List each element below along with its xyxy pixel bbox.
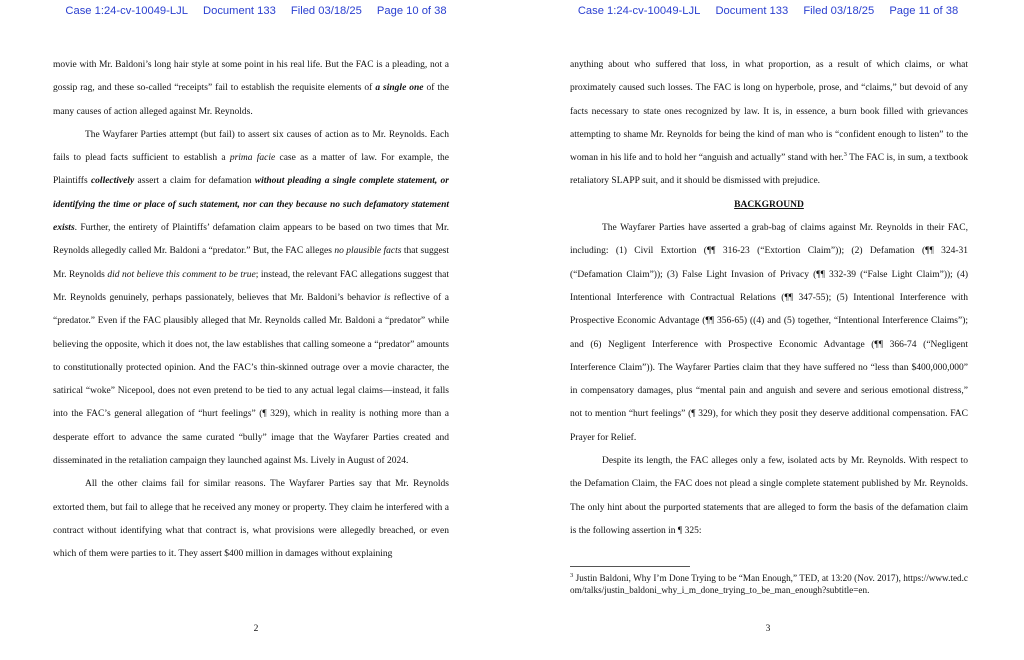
page-body: [53, 54, 449, 567]
paragraph: The Wayfarer Parties attempt (but fail) to assert six causes of action as to Mr. Reynolds. Each fails to plead facts sufficient to establish a prima facie case as a matter of law. For example, the Plaintiffs collectively assert a claim for defamation without pleading a single complete statement, or identifying the time or place of such statement, nor can they because no such defamatory statement exists. Further, the entirety of Plaintiffs’ defamation claim appears to be based on two times that Mr. Reynolds allegedly called Mr. Baldoni a “predator.” But, the FAC alleges no plausible facts that suggest Mr. Reynolds did not believe this comment to be true; instead, the relevant FAC allegations suggest that Mr. Reynolds genuinely, perhaps passionately, believes that Mr. Baldoni’s behavior is reflective of a “predator.” Even if the FAC plausibly alleged that Mr. Reynolds called Mr. Baldoni a “predator” while believing the opposite, which it does not, the law establishes that calling someone a “predator” amounts to constitutionally protected opinion. And the FAC’s thin-skinned outrage over a movie character, the satirical “woke” Nicepool, does not even pretend to be tied to any actual legal claims—instead, it falls into the FAC’s general allegation of “hurt feelings” (¶ 329), which in reality is nothing more than a desperate effort to advance the same curated “bully” image that the Wayfarer Parties created and disseminated in the retaliation campaign they launched against Ms. Lively in August of 2024.: [53, 129, 450, 467]
footnote-reference: 3: [843, 151, 847, 159]
section-heading: BACKGROUND: [734, 199, 804, 210]
paragraph: anything about who suffered that loss, in what proportion, as a result of which claims, or what proximately caused such losses. The FAC is long on hyperbole, prose, and “claims,” but devoid of any facts necessary to state ones recognized by law. It is, in essence, a burn book filled with grievances attempting to shame Mr. Reynolds for being the kind of man who is “confident enough to listen” to the woman in his life and to hold her “anguish and actually” stand with her.$^3$ The FAC is, in sum, a textbook retaliatory SLAPP suit, and it should be dismissed with prejudice.: [570, 60, 968, 187]
case-number: Case 1:24-cv-10049-LJL: [577, 5, 701, 17]
page-body: [570, 54, 968, 543]
case-number: Case 1:24-cv-10049-LJL: [65, 5, 188, 17]
filed-date: Filed 03/18/25: [290, 5, 362, 17]
footnote-divider: [570, 566, 690, 567]
document-number: Document 133: [203, 5, 276, 17]
paragraph: Despite its length, the FAC alleges only a few, isolated acts by Mr. Reynolds. With respect to the Defamation Claim, the FAC does not plead a single complete statement published by Mr. Reynolds. The only hint about the purported statements that are alleged to form the basis of the defamation claim is the following assertion in ¶ 325:: [570, 456, 968, 536]
footnote: $^3$ Justin Baldoni, Why I’m Done Trying to be “Man Enough,” TED, at 13:20 (Nov. 2017), https://www.ted.com/talks/justin_baldoni_why_i_m_done_trying_to_be_man_enough?subtitle=en.: [570, 571, 968, 596]
paragraph: All the other claims fail for similar reasons. The Wayfarer Parties say that Mr. Reynolds extorted them, but fail to allege that he received any money or property. They claim he interfered with a contract without identifying what that contract is, what provisions were allegedly breached, or even which of them were parties to it. They assert $400 million in damages without explaining: [53, 479, 449, 560]
page-header: [0, 5, 512, 17]
page-of: Page 11 of 38: [889, 5, 959, 17]
page-number: 2: [253, 624, 259, 634]
document-number: Document 133: [715, 5, 789, 17]
paragraph: The Wayfarer Parties have asserted a grab-bag of claims against Mr. Reynolds in their FAC, including: (1) Civil Extortion (¶¶ 316-23 (“Extortion Claim”)); (2) Defamation (¶¶ 324-31 (“Defamation Claim”)); (3) False Light Invasion of Privacy (¶¶ 332-39 (“False Light Claim”)); (4) Intentional Interference with Contractual Relations (¶¶ 347-55); (5) Intentional Interference with Prospective Economic Advantage (¶¶ 356-65) ((4) and (5) together, “Intentional Interference Claims”); and (6) Negligent Interference with Prospective Economic Advantage (¶¶ 366-74 (“Negligent Interference Claim”)). The Wayfarer Parties claim that they have suffered no “less than $400,000,000” in compensatory damages, plus “mental pain and anguish and severe and serious emotional distress,” not to mention “hurt feelings” (¶ 329), for which they posit they deserve additional compensation. FAC Prayer for Relief.: [570, 223, 968, 443]
right-page: [512, 0, 1024, 660]
page-of: Page 10 of 38: [376, 5, 447, 17]
page-header: [512, 5, 1024, 17]
filed-date: Filed 03/18/25: [803, 5, 875, 17]
page-number: 3: [765, 624, 771, 634]
paragraph: movie with Mr. Baldoni’s long hair style at some point in his real life. But the FAC is a pleading, not a gossip rag, and these so-called “receipts” fail to establish the requisite elements of a single one of the many causes of action alleged against Mr. Reynolds.: [53, 60, 449, 117]
